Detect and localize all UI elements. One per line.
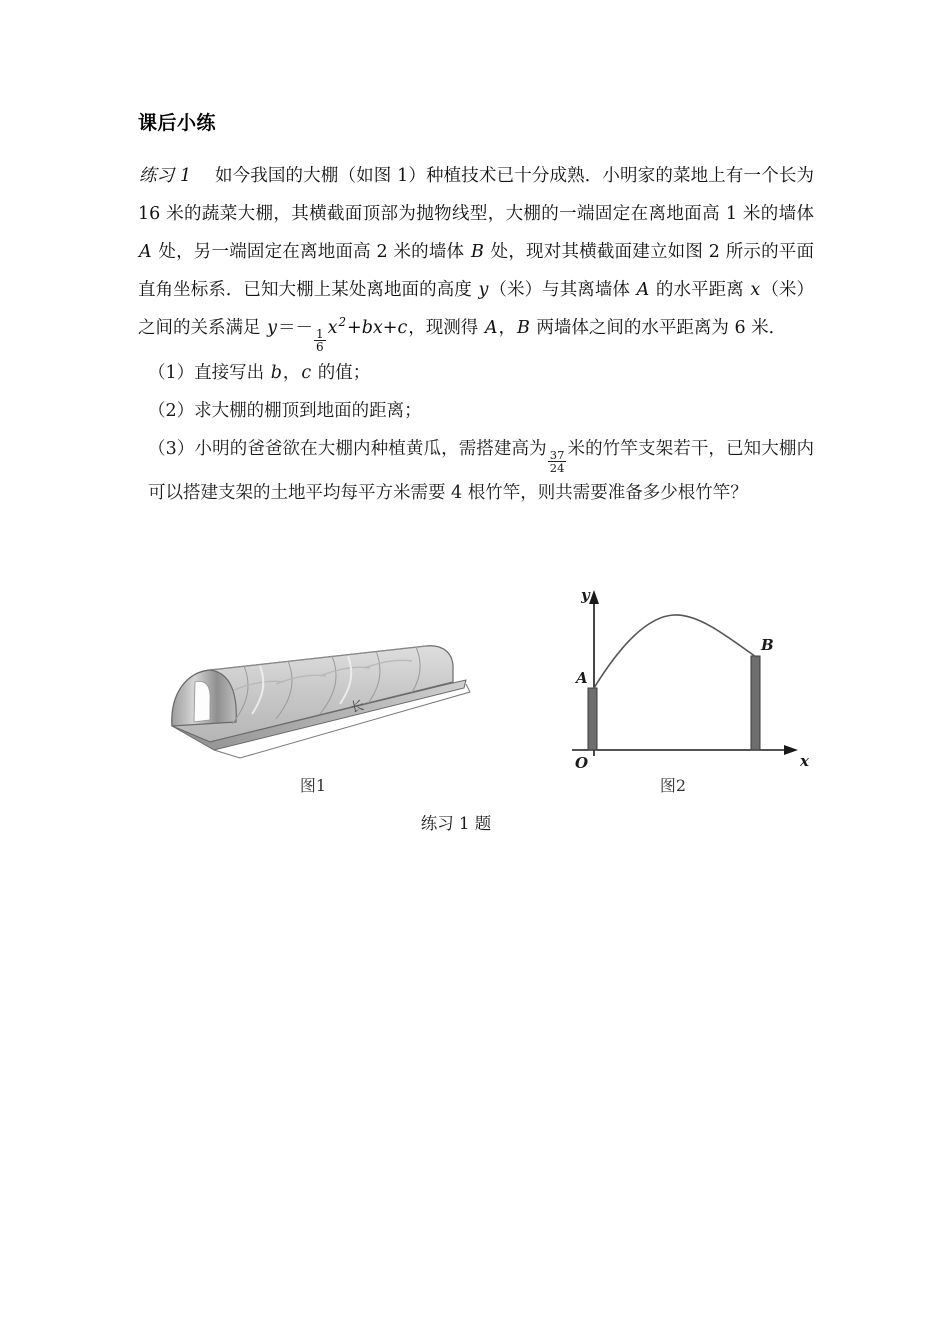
question-1-marker: （1） (148, 363, 195, 384)
question-3 (138, 430, 814, 512)
question-1-comma: ， (282, 363, 301, 384)
question-2-text: 求大棚的棚顶到地面的距离； (194, 401, 422, 422)
problem-text-line5b: 的水平距离 (650, 279, 750, 300)
origin-label: O (575, 754, 589, 772)
formula-minus: － (295, 317, 313, 338)
problem-text-line5a: 墙体 (594, 279, 636, 300)
question-3-fraction (547, 449, 568, 474)
greenhouse-svg (148, 630, 478, 760)
x-axis-label: x (800, 752, 809, 770)
formula-lhs: y (267, 317, 277, 338)
figures-group-caption (0, 810, 950, 834)
variable-A-2: A (636, 279, 650, 300)
tunnel-door (194, 681, 210, 722)
problem-text-line1: 如今我国的大棚（如图 1）种植技术已十分成熟．小明家的菜地上有一 (214, 165, 762, 186)
question-3-text-d: 竿？ (712, 482, 748, 503)
wall-A-bar (588, 688, 597, 750)
figure-2-coordinate-graph (548, 578, 838, 778)
parabola-curve (594, 615, 756, 688)
question-3-text-b: 米的竹竿支架若干，已知 (567, 439, 762, 460)
problem-text-line5c: （米）之间的关系满足 (138, 279, 814, 338)
question-1 (138, 354, 814, 392)
variable-b: b (270, 363, 282, 384)
fraction-numerator: 1 (315, 326, 324, 341)
point-B-label: B (761, 636, 774, 654)
formula-fraction-one-sixth (313, 328, 327, 354)
problem-text-line3c: 处，现对其横截面建 (484, 241, 650, 262)
figure-2-caption: 图2 (659, 776, 687, 795)
problem-text-line3b: 处，另一端固定在离地面高 2 米的墙体 (152, 241, 471, 262)
problem-text-line4b: （米）与其离 (489, 279, 595, 300)
question-2 (138, 392, 814, 430)
variable-c: c (301, 363, 312, 384)
length-label: 长 (349, 698, 366, 716)
variable-A-3: A (484, 317, 498, 338)
q3-fraction-numerator: 37 (549, 447, 565, 462)
question-2-marker: （2） (148, 401, 195, 422)
variable-B-2: B (516, 317, 530, 338)
variable-x: x (750, 279, 761, 300)
problem-text-line5e: 两墙体 (530, 317, 589, 338)
q3-fraction-denominator: 24 (549, 460, 565, 475)
question-3-text-a: 小明的爸爸欲在大棚内种植黄瓜，需搭建高为 (194, 439, 547, 460)
fraction-denominator: 6 (315, 340, 324, 355)
figures-region (0, 578, 950, 868)
document-content (138, 112, 814, 512)
variable-B-1: B (471, 241, 484, 262)
figures-group-caption-text: 练习 1 题 (420, 814, 492, 833)
formula-exponent: 2 (338, 314, 347, 329)
problem-text-line3a: 高 1 米的墙体 (702, 203, 814, 224)
question-1-text-b: 的值； (312, 363, 371, 384)
formula-tail: +bx+c (347, 317, 408, 338)
figure-1-caption: 图1 (299, 776, 327, 795)
y-axis-arrowhead (589, 590, 599, 604)
formula-equals: ＝ (277, 317, 296, 338)
variable-y: y (478, 279, 489, 300)
quadratic-formula (266, 314, 408, 355)
y-axis-label: y (581, 586, 590, 604)
x-axis-arrowhead (784, 745, 798, 755)
formula-x-variable: x (327, 317, 338, 338)
figure-1-greenhouse-illustration (148, 630, 478, 760)
comma-sep: ， (498, 317, 516, 338)
point-A-label: A (576, 669, 588, 687)
problem-number: 练习 1 (139, 165, 192, 186)
wall-B-bar (751, 656, 760, 750)
problem-statement-paragraph (138, 157, 814, 354)
page-title: 课后小练 (138, 112, 217, 134)
question-3-marker: （3） (148, 439, 195, 460)
question-3-text-c: 大棚内可以搭建支架的土地平均每平方米需要 4 根竹竿，则共需要准备多少根竹 (148, 439, 815, 503)
variable-A-1: A (139, 241, 152, 262)
parabola-svg (548, 578, 838, 778)
question-1-text-a: 直接写出 (194, 363, 270, 384)
problem-text-line4a: 立如图 2 所示的平面直角坐标系．已知大棚上某处离地面的高度 (138, 241, 815, 300)
problem-text-line5d: ，现测得 (408, 317, 484, 338)
problem-text-line2: 个长为 16 米的蔬菜大棚，其横截面顶部为抛物线型，大棚的一端固定在离地面 (138, 165, 814, 224)
problem-text-line6: 之间的水平距离为 6 米． (588, 317, 787, 338)
